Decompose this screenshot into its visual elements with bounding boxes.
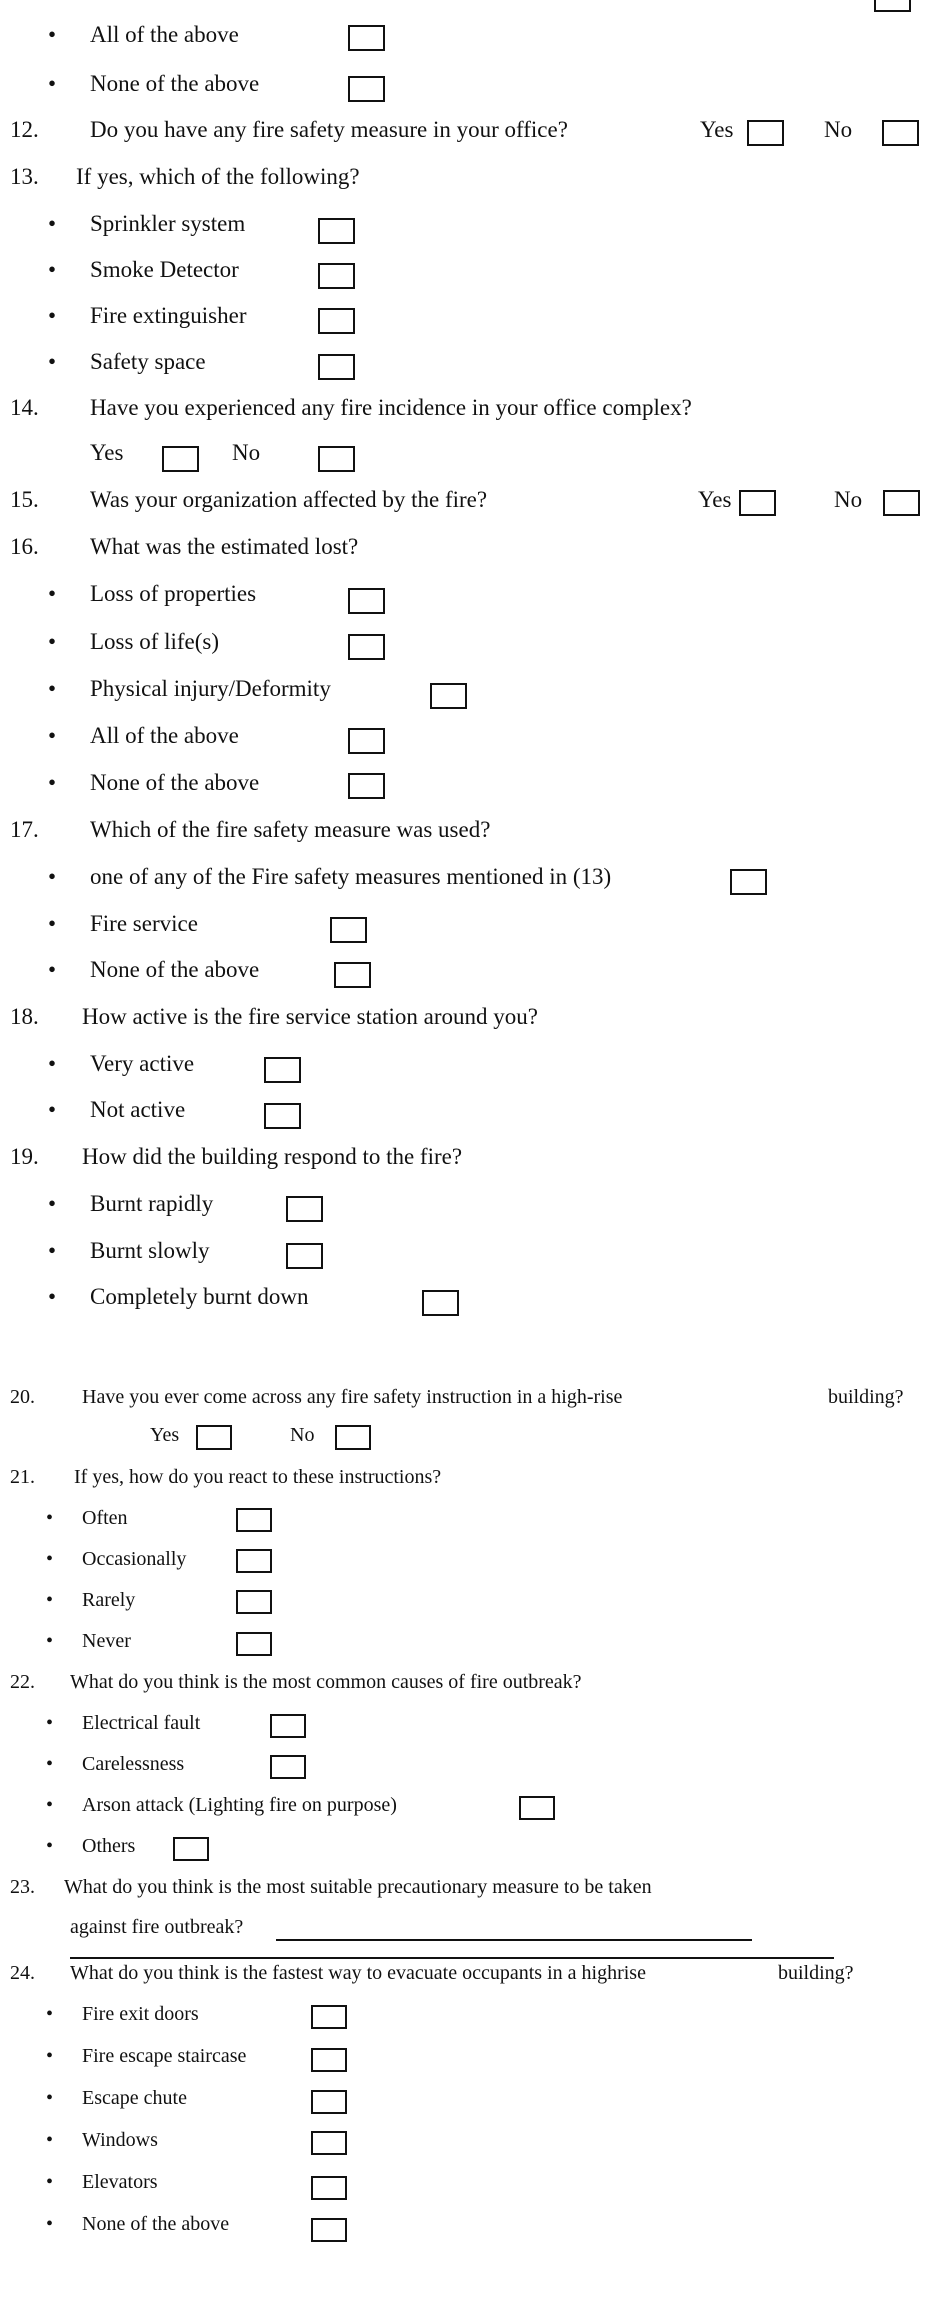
q21-option-never: [0, 1631, 938, 1671]
bullet: •: [46, 2087, 54, 2109]
q14: [0, 396, 938, 436]
option-label: Not active: [90, 1097, 186, 1122]
option-label: Fire service: [90, 911, 198, 936]
bullet: •: [48, 1191, 57, 1216]
bullet: •: [46, 1630, 54, 1652]
bullet: •: [46, 2213, 54, 2235]
question-number: 20.: [10, 1386, 35, 1408]
q24-escape-chute-checkbox[interactable]: [311, 2090, 347, 2114]
q21-option-rarely: [0, 1590, 938, 1630]
bullet: •: [48, 911, 57, 936]
q13: [0, 165, 938, 205]
q13-option-sprinkler: [0, 212, 938, 252]
bullet: •: [48, 71, 57, 96]
q16-properties-checkbox[interactable]: [348, 588, 385, 614]
q11-none-checkbox[interactable]: [348, 76, 385, 102]
q13-safety-space-checkbox[interactable]: [318, 354, 355, 380]
option-label: Arson attack (Lighting fire on purpose): [82, 1794, 397, 1816]
bullet: •: [48, 211, 57, 236]
option-label: Safety space: [90, 349, 206, 374]
option-label: Loss of life(s): [90, 629, 220, 654]
q23-answer-field[interactable]: [276, 1939, 752, 1941]
q14-answers: [0, 441, 938, 481]
q17-fire-service-checkbox[interactable]: [330, 917, 367, 943]
q17-measure-checkbox[interactable]: [730, 869, 767, 895]
question-text: What do you think is the most common causes of fire outbreak?: [70, 1671, 582, 1693]
q14-yes-checkbox[interactable]: [162, 446, 199, 472]
q24-none-checkbox[interactable]: [311, 2218, 347, 2242]
q23-answer-line: [0, 1917, 938, 1957]
q13-option-smoke: [0, 258, 938, 298]
q18-option-very-active: [0, 1052, 938, 1092]
q22-option-carelessness: [0, 1754, 938, 1794]
q16-option-none: [0, 771, 938, 811]
q15-yes-checkbox[interactable]: [739, 490, 776, 516]
q16-injury-checkbox[interactable]: [430, 683, 467, 709]
bullet: •: [48, 1238, 57, 1263]
q24: [0, 1963, 938, 2003]
option-label: None of the above: [90, 957, 260, 982]
q22-option-arson: [0, 1795, 938, 1835]
q17-option-fire-service: [0, 912, 938, 952]
bullet: •: [48, 349, 57, 374]
option-label: Elevators: [82, 2171, 158, 2193]
bullet: •: [48, 770, 57, 795]
q18-option-not-active: [0, 1098, 938, 1138]
q16: [0, 535, 938, 575]
q16-option-life: [0, 630, 938, 670]
q22-carelessness-checkbox[interactable]: [270, 1755, 306, 1779]
bullet: •: [46, 1548, 54, 1570]
option-label: Very active: [90, 1051, 195, 1076]
q18-not-active-checkbox[interactable]: [264, 1103, 301, 1129]
option-label: Smoke Detector: [90, 257, 239, 282]
yes-label: Yes: [700, 117, 734, 142]
question-number: 14.: [10, 395, 39, 420]
option-label: Windows: [82, 2129, 158, 2151]
bullet: •: [48, 1097, 57, 1122]
yes-label: Yes: [150, 1424, 180, 1446]
q21-option-occasionally: [0, 1549, 938, 1589]
yes-label: Yes: [90, 440, 124, 465]
bullet: •: [48, 22, 57, 47]
option-label: Fire extinguisher: [90, 303, 247, 328]
option-label: All of the above: [90, 22, 239, 47]
option-label: Never: [82, 1630, 131, 1652]
q24-option-windows: [0, 2130, 938, 2170]
question-text: How active is the fire service station around you?: [82, 1004, 539, 1029]
question-number: 16.: [10, 534, 39, 559]
option-label: Others: [82, 1835, 136, 1857]
q21-occasionally-checkbox[interactable]: [236, 1549, 272, 1573]
q13-extinguisher-checkbox[interactable]: [318, 308, 355, 334]
question-text: What was the estimated lost?: [90, 534, 359, 559]
question-text: Have you experienced any fire incidence in your office complex?: [90, 395, 692, 420]
bullet: •: [48, 581, 57, 606]
bullet: •: [48, 676, 57, 701]
bullet: •: [46, 1835, 54, 1857]
q17-option-measure: [0, 865, 938, 905]
question-text: If yes, how do you react to these instructions?: [74, 1466, 442, 1488]
q24-elevators-checkbox[interactable]: [311, 2176, 347, 2200]
q13-option-extinguisher: [0, 304, 938, 344]
q23-answer-field-line2[interactable]: [70, 1957, 834, 1959]
q22-option-others: [0, 1836, 938, 1876]
bullet: •: [48, 864, 57, 889]
no-label: No: [232, 440, 261, 465]
q24-escape-staircase-checkbox[interactable]: [311, 2048, 347, 2072]
bullet: •: [46, 1712, 54, 1734]
q22-others-checkbox[interactable]: [173, 1837, 209, 1861]
bullet: •: [48, 629, 57, 654]
option-label: Fire exit doors: [82, 2003, 199, 2025]
question-number: 21.: [10, 1466, 35, 1488]
q17: [0, 818, 938, 858]
q21: [0, 1467, 938, 1507]
bullet: •: [46, 1794, 54, 1816]
q14-no-checkbox[interactable]: [318, 446, 355, 472]
bullet: •: [46, 2129, 54, 2151]
question-number: 19.: [10, 1144, 39, 1169]
question-text: Have you ever come across any fire safety instruction in a high-rise: [82, 1386, 623, 1408]
question-number: 18.: [10, 1004, 39, 1029]
q13-smoke-checkbox[interactable]: [318, 263, 355, 289]
option-label: Fire escape staircase: [82, 2045, 247, 2067]
question-text: Do you have any fire safety measure in your office?: [90, 117, 568, 142]
option-label: None of the above: [82, 2213, 230, 2235]
q24-option-elevators: [0, 2172, 938, 2212]
option-label: Burnt rapidly: [90, 1191, 214, 1216]
question-text: Was your organization affected by the fire?: [90, 487, 488, 512]
q19-option-slowly: [0, 1239, 938, 1279]
bullet: •: [48, 1051, 57, 1076]
q13-option-safety-space: [0, 350, 938, 390]
option-label: None of the above: [90, 71, 260, 96]
q19-rapidly-checkbox[interactable]: [286, 1196, 323, 1222]
question-number: 17.: [10, 817, 39, 842]
q24-option-escape-staircase: [0, 2046, 938, 2086]
q11-all-checkbox[interactable]: [348, 25, 385, 51]
q17-option-none: [0, 958, 938, 998]
q19: [0, 1145, 938, 1185]
q11-option-all: [0, 23, 938, 63]
option-label: Carelessness: [82, 1753, 185, 1775]
option-label: Often: [82, 1507, 128, 1529]
question-number: 24.: [10, 1962, 35, 1984]
question-number: 12.: [10, 117, 39, 142]
option-label: Completely burnt down: [90, 1284, 309, 1309]
q15-no-checkbox[interactable]: [883, 490, 920, 516]
q12-no-checkbox[interactable]: [882, 120, 919, 146]
question-text-continued: against fire outbreak?: [70, 1916, 244, 1938]
q21-often-checkbox[interactable]: [236, 1508, 272, 1532]
bullet: •: [48, 1284, 57, 1309]
bullet: •: [48, 957, 57, 982]
q22-electrical-checkbox[interactable]: [270, 1714, 306, 1738]
q12-yes-checkbox[interactable]: [747, 120, 784, 146]
q11-partial-checkbox[interactable]: [874, 0, 911, 12]
q20-no-checkbox[interactable]: [335, 1425, 371, 1450]
option-label: one of any of the Fire safety measures mentioned in (13): [90, 864, 612, 889]
q20-yes-checkbox[interactable]: [196, 1425, 232, 1450]
option-label: Burnt slowly: [90, 1238, 210, 1263]
no-label: No: [824, 117, 853, 142]
bullet: •: [48, 303, 57, 328]
bullet: •: [46, 2171, 54, 2193]
q16-option-all: [0, 724, 938, 764]
q16-none-checkbox[interactable]: [348, 773, 385, 799]
question-number: 15.: [10, 487, 39, 512]
question-text-tail: building?: [828, 1386, 904, 1408]
q17-none-checkbox[interactable]: [334, 962, 371, 988]
q16-option-injury: [0, 677, 938, 717]
q21-option-often: [0, 1508, 938, 1548]
question-text: How did the building respond to the fire?: [82, 1144, 463, 1169]
option-label: All of the above: [90, 723, 239, 748]
q24-exit-doors-checkbox[interactable]: [311, 2005, 347, 2029]
q20: [0, 1387, 938, 1427]
q21-rarely-checkbox[interactable]: [236, 1590, 272, 1614]
q12: [0, 118, 938, 158]
q13-sprinkler-checkbox[interactable]: [318, 218, 355, 244]
bullet: •: [46, 2003, 54, 2025]
q11-option-none: [0, 72, 938, 112]
q24-option-escape-chute: [0, 2088, 938, 2128]
q20-answers: [0, 1425, 938, 1465]
option-label: None of the above: [90, 770, 260, 795]
q22-arson-checkbox[interactable]: [519, 1796, 555, 1820]
q19-slowly-checkbox[interactable]: [286, 1243, 323, 1269]
q19-option-rapidly: [0, 1192, 938, 1232]
option-label: Sprinkler system: [90, 211, 246, 236]
q22-option-electrical: [0, 1713, 938, 1753]
question-number: 23.: [10, 1876, 35, 1898]
q16-option-properties: [0, 582, 938, 622]
bullet: •: [46, 1753, 54, 1775]
q22: [0, 1672, 938, 1712]
option-label: Electrical fault: [82, 1712, 201, 1734]
option-label: Rarely: [82, 1589, 136, 1611]
q16-life-checkbox[interactable]: [348, 634, 385, 660]
question-text: Which of the fire safety measure was used?: [90, 817, 491, 842]
question-text-tail: building?: [778, 1962, 854, 1984]
option-label: Physical injury/Deformity: [90, 676, 331, 701]
q24-windows-checkbox[interactable]: [311, 2131, 347, 2155]
q18-very-active-checkbox[interactable]: [264, 1057, 301, 1083]
q24-option-exit-doors: [0, 2004, 938, 2044]
option-label: Loss of properties: [90, 581, 257, 606]
question-number: 13.: [10, 164, 39, 189]
bullet: •: [46, 1507, 54, 1529]
q23: [0, 1877, 938, 1917]
question-text: What do you think is the most suitable precautionary measure to be taken: [64, 1876, 652, 1898]
q18: [0, 1005, 938, 1045]
q19-burnt-down-checkbox[interactable]: [422, 1290, 459, 1316]
q19-option-burnt-down: [0, 1285, 938, 1325]
no-label: No: [834, 487, 863, 512]
bullet: •: [46, 2045, 54, 2067]
question-text: What do you think is the fastest way to evacuate occupants in a highrise: [70, 1962, 646, 1984]
option-label: Escape chute: [82, 2087, 187, 2109]
no-label: No: [290, 1424, 315, 1446]
bullet: •: [48, 723, 57, 748]
q16-all-checkbox[interactable]: [348, 728, 385, 754]
q15: [0, 488, 938, 528]
question-text: If yes, which of the following?: [76, 164, 360, 189]
q21-never-checkbox[interactable]: [236, 1632, 272, 1656]
bullet: •: [46, 1589, 54, 1611]
yes-label: Yes: [698, 487, 732, 512]
question-number: 22.: [10, 1671, 35, 1693]
bullet: •: [48, 257, 57, 282]
q24-option-none: [0, 2214, 938, 2254]
option-label: Occasionally: [82, 1548, 187, 1570]
